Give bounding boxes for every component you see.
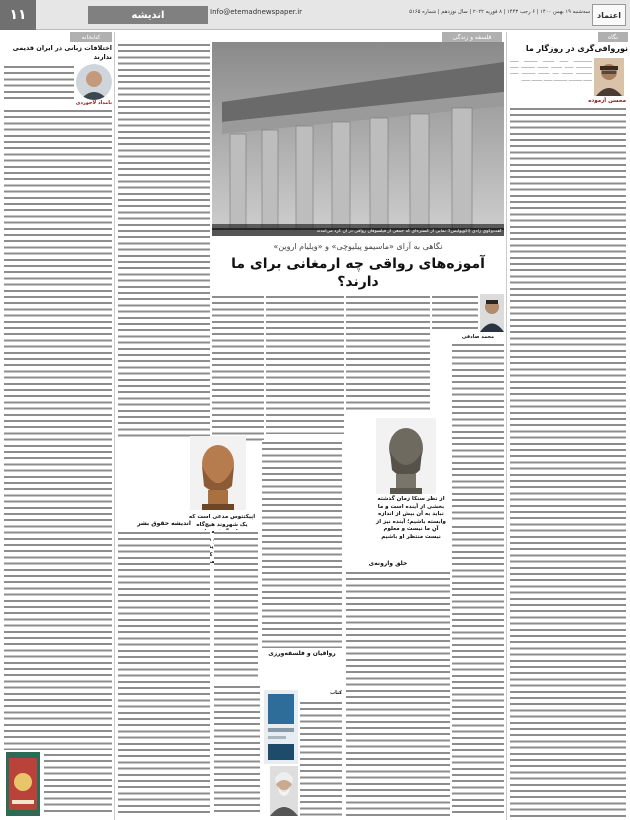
article-column-2-lower — [346, 570, 450, 816]
article-headline: آموزه‌های رواقی چه ارمغانی برای ما دارند؟ — [231, 256, 485, 290]
left-column-title: اختلافات زبانی در ایران قدیمی ندارند — [12, 44, 112, 61]
subhead-b: خلق وارونه‌ی — [368, 560, 408, 567]
left-column-lead — [4, 64, 74, 100]
article-column-3-lower — [262, 440, 342, 648]
right-column-lead: ـــــــــــــــ ـــــــ ـــــــــ ـــــــــــ ـــــــ ـــــــــــــ ـــــــ ـــــــــ ـــــــــ ـــــــــــ ـــــــ ـــــــــــــ ـــــــــ ـــــ ـــــــــ ـــــــــــ ـــــــ ـــــــ ـــــــــــ ـــــــــــ ـــــــ ـــــــــ ـــــــ — [510, 58, 592, 82]
left-column-author: بامداد لاجوردی — [75, 100, 112, 106]
article-kicker: نگاهی به آرای «ماسیمو پیلیوچی» و «ویلیام اروین» — [273, 242, 443, 251]
book-thumbnail — [264, 690, 298, 764]
right-column-author: محسن آزموده — [588, 98, 626, 104]
author-photo — [594, 58, 624, 96]
article-column-2 — [346, 294, 430, 414]
photo-caption: گفت‌وگوی زادی (آکوپولیس)؛ نمایی از گستره‌ای که جمعی از فیلسوفان رواقی در آن گرد می‌آمدند — [316, 229, 502, 234]
article-column-5-lower — [118, 530, 210, 816]
book-description — [44, 752, 112, 816]
masthead-bar — [0, 0, 630, 30]
article-continued-upper — [118, 42, 210, 440]
dateline: سه‌شنبه ۱۹ بهمن ۱۴۰۰ | ۶ رجب ۱۴۴۳ | ۸ فوریه ۲۰۲۲ | سال نوزدهم | شماره ۵۱۶۵ — [409, 9, 590, 15]
temple-photo — [212, 42, 504, 236]
column-rule — [506, 32, 507, 820]
subhead-human-rights: اندیشه حقوق بشر — [137, 520, 191, 527]
tag-right: نگاه — [598, 32, 628, 42]
article-intro — [432, 294, 478, 332]
subhead-stoics: رواقیان و فلسفه‌ورزی — [268, 650, 336, 657]
article-author: محمد صادقی — [461, 334, 495, 340]
article-column-4-bottom — [214, 684, 260, 816]
article-column-4 — [212, 294, 264, 444]
right-column-body — [510, 106, 626, 818]
tag-left: کتابخانه — [70, 32, 112, 42]
left-column-body — [4, 108, 112, 750]
book-label: کتاب — [330, 690, 342, 696]
quote-left: اپیکتتوس مدعی است که یک شهروند هیچ‌گاه برنمی‌آید — [188, 514, 256, 565]
newspaper-logo: اعتماد — [592, 4, 626, 26]
book-review-text — [300, 700, 342, 816]
page-number: ۱۱ — [0, 0, 36, 30]
article-author-photo — [480, 294, 504, 332]
article-column-1 — [452, 342, 504, 522]
epictetus-bust — [190, 436, 246, 510]
quote-right: از نظر سنکا زمان گذشته بخشی از آینده است و ما نباید به آن بیش از اندازه وابسته باشیم؛ آینده نیز از آنِ ما نیست و معلوم نیست منتظر او باشیم — [376, 496, 446, 540]
right-column-title: نوروافی‌گری در روزگار ما — [525, 44, 628, 53]
elder-portrait — [270, 766, 298, 816]
tag-middle: فلسفه و زندگی — [442, 32, 502, 42]
book-cover — [6, 752, 40, 816]
seneca-bust — [376, 418, 436, 494]
section-name: اندیشه — [88, 6, 208, 24]
email-address[interactable]: Info@etemadnewspaper.ir — [210, 8, 303, 16]
article-column-1-lower — [452, 524, 504, 816]
article-column-3 — [266, 294, 344, 434]
left-author-photo — [76, 64, 112, 100]
article-column-4-lower — [214, 530, 258, 680]
column-rule — [114, 32, 115, 820]
